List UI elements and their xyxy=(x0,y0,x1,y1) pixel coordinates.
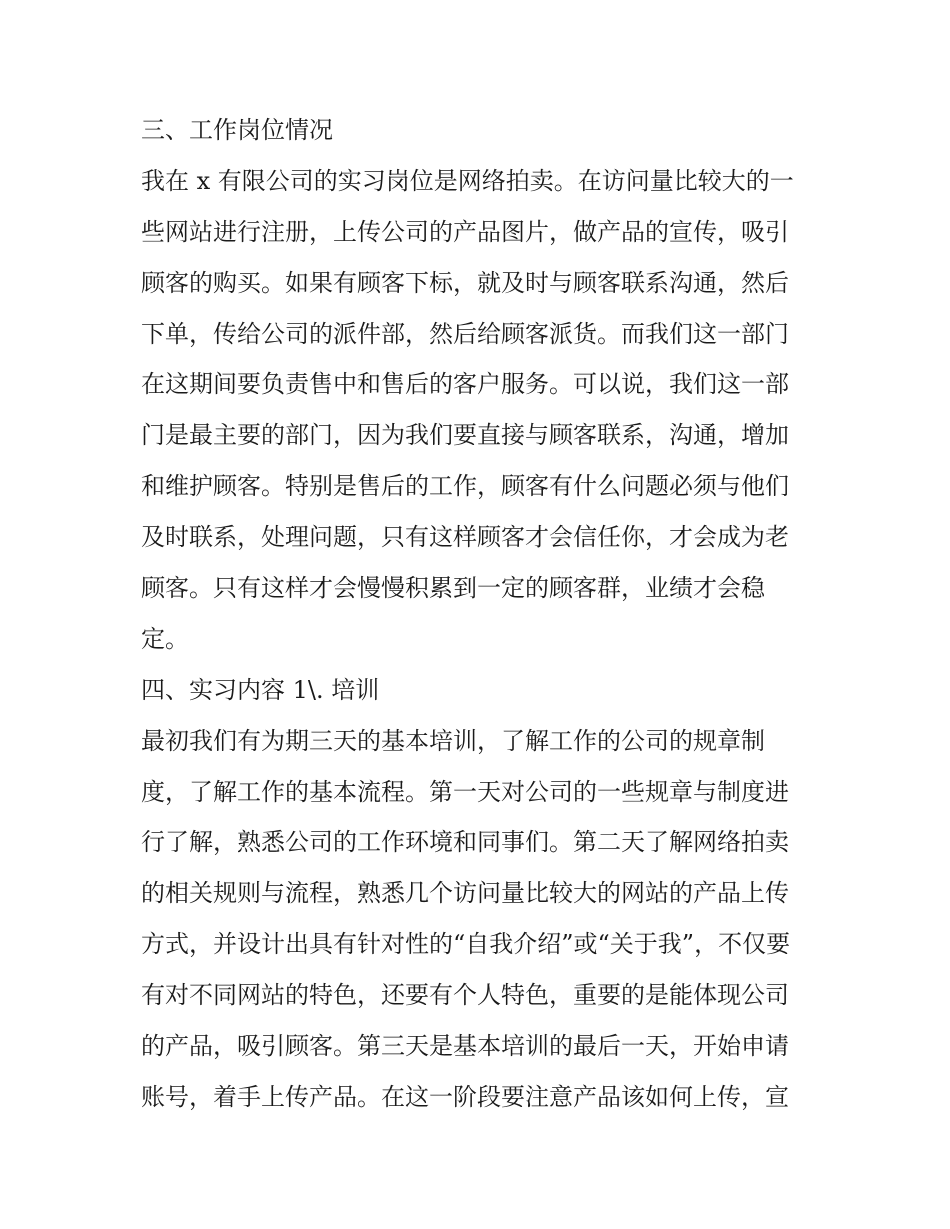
paragraph-line: 下单，传给公司的派件部，然后给顾客派货。而我们这一部门 xyxy=(141,319,789,348)
paragraph-line: 的产品，吸引顾客。第三天是基本培训的最后一天，开始申请 xyxy=(141,1032,789,1061)
document-body xyxy=(141,105,821,1123)
paragraph-line: 我在 x 有限公司的实习岗位是网络拍卖。在访问量比较大的一 xyxy=(141,166,794,195)
paragraph-line: 顾客的购买。如果有顾客下标，就及时与顾客联系沟通，然后 xyxy=(141,268,789,297)
paragraph-line: 最初我们有为期三天的基本培训，了解工作的公司的规章制 xyxy=(141,726,765,755)
paragraph-line: 有对不同网站的特色，还要有个人特色，重要的是能体现公司 xyxy=(141,981,789,1010)
paragraph-line: 定。 xyxy=(141,624,189,653)
section-heading-job-position: 三、工作岗位情况 xyxy=(141,116,333,144)
paragraph-line: 的相关规则与流程，熟悉几个访问量比较大的网站的产品上传 xyxy=(141,879,789,908)
paragraph-line: 在这期间要负责售中和售后的客户服务。可以说，我们这一部 xyxy=(141,370,789,399)
paragraph-line: 些网站进行注册，上传公司的产品图片，做产品的宣传，吸引 xyxy=(141,217,789,246)
paragraph-line: 方式，并设计出具有针对性的“自我介绍”或“关于我”，不仅要 xyxy=(141,930,791,959)
paragraph-line: 及时联系，处理问题，只有这样顾客才会信任你，才会成为老 xyxy=(141,523,789,552)
paragraph-line: 账号，着手上传产品。在这一阶段要注意产品该如何上传，宣 xyxy=(141,1082,789,1111)
paragraph-line: 门是最主要的部门，因为我们要直接与顾客联系，沟通，增加 xyxy=(141,421,789,450)
paragraph-line: 行了解，熟悉公司的工作环境和同事们。第二天了解网络拍卖 xyxy=(141,828,789,857)
paragraph-line: 度，了解工作的基本流程。第一天对公司的一些规章与制度进 xyxy=(141,777,789,806)
paragraph-line: 和维护顾客。特别是售后的工作，顾客有什么问题必须与他们 xyxy=(141,472,789,501)
section-heading-internship-content: 四、实习内容 1\. 培训 xyxy=(141,675,380,704)
paragraph-line: 顾客。只有这样才会慢慢积累到一定的顾客群，业绩才会稳 xyxy=(141,574,765,603)
